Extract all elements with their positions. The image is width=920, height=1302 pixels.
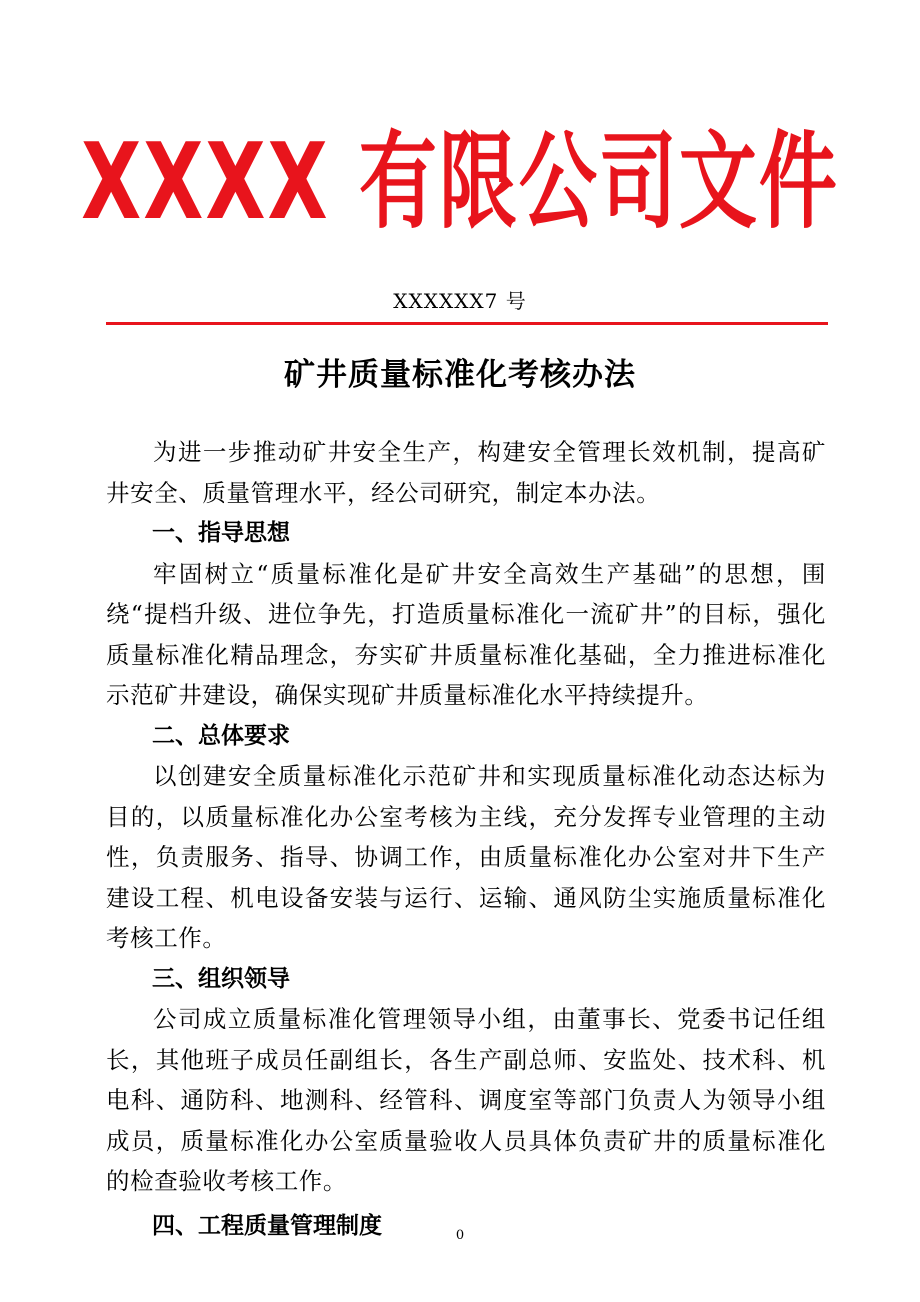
- section-paragraph-general-requirements: 以创建安全质量标准化示范矿井和实现质量标准化动态达标为目的，以质量标准化办公室考核为主线，充分发挥专业管理的主动性，负责服务、指导、协调工作，由质量标准化办公室对井下生产建设工程、机电设备安装与运行、运输、通风防尘实施质量标准化考核工作。: [106, 762, 826, 952]
- section-heading-organization-leadership: 三、组织领导: [152, 965, 290, 992]
- section-heading-guiding-ideology: 一、指导思想: [152, 520, 290, 546]
- intro-paragraph: 为进一步推动矿井安全生产，构建安全管理长效机制，提高矿井安全、质量管理水平，经公司研究，制定本办法。: [106, 438, 826, 507]
- section-heading-general-requirements: 二、总体要求: [152, 722, 290, 749]
- document-body: [106, 432, 826, 1246]
- section-paragraph-organization-leadership: 公司成立质量标准化管理领导小组，由董事长、党委书记任组长，其他班子成员任副组长，各生产副总师、安监处、技术科、机电科、通防科、地测科、经管科、调度室等部门负责人为领导小组成员，质量标准化办公室质量验收人员具体负责矿井的质量标准化的检查验收考核工作。: [106, 1005, 826, 1195]
- section-heading-quality-management-system: 四、工程质量管理制度: [152, 1212, 382, 1239]
- company-document-heading: XXXX 有限公司文件: [81, 122, 839, 244]
- red-divider-line: [106, 322, 828, 325]
- page-number: 0: [455, 1228, 465, 1243]
- document-title: 矿井质量标准化考核办法: [284, 357, 636, 393]
- document-header: [0, 118, 920, 258]
- document-number: XXXXXX7 号: [393, 289, 527, 313]
- section-paragraph-guiding-ideology: 牢固树立“质量标准化是矿井安全高效生产基础”的思想，围绕“提档升级、进位争先，打造质量标准化一流矿井”的目标，强化质量标准化精品理念，夯实矿井质量标准化基础，全力推进标准化示范矿井建设，确保实现矿井质量标准化水平持续提升。: [106, 559, 826, 709]
